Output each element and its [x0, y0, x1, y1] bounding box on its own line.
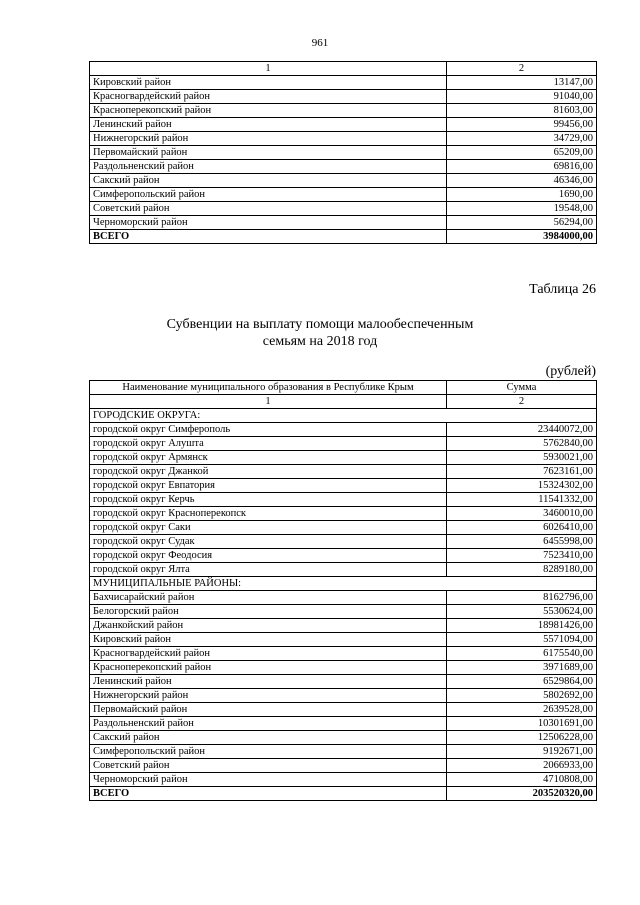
- section-heading-district: МУНИЦИПАЛЬНЫЕ РАЙОНЫ:: [90, 577, 597, 591]
- table-row: [90, 90, 597, 104]
- row-value: 1690,00: [447, 188, 597, 202]
- row-name: Советский район: [90, 759, 447, 773]
- row-value: 203520320,00: [447, 787, 597, 801]
- row-name: Первомайский район: [90, 703, 447, 717]
- row-value: 6529864,00: [447, 675, 597, 689]
- row-value: 3984000,00: [447, 230, 597, 244]
- table-row: [90, 605, 597, 619]
- table-row: [90, 465, 597, 479]
- row-value: 13147,00: [447, 76, 597, 90]
- row-value: 69816,00: [447, 160, 597, 174]
- row-name: Нижнегорский район: [90, 689, 447, 703]
- table-row: [90, 521, 597, 535]
- row-value: 11541332,00: [447, 493, 597, 507]
- table-row: [90, 759, 597, 773]
- table-title-line: семьям на 2018 год: [262, 334, 378, 349]
- row-name: Симферопольский район: [90, 188, 447, 202]
- row-name: городской округ Джанкой: [90, 465, 447, 479]
- table-label: Таблица 26: [529, 282, 596, 297]
- table-row: [90, 76, 597, 90]
- table-row: [90, 689, 597, 703]
- table-row: [90, 549, 597, 563]
- table-title-line: Субвенции на выплату помощи малообеспеченным: [166, 317, 474, 332]
- row-value: 5571094,00: [447, 633, 597, 647]
- row-name: Кировский район: [90, 76, 447, 90]
- row-name: Первомайский район: [90, 146, 447, 160]
- row-name: Красноперекопский район: [90, 661, 447, 675]
- column-number: 1: [90, 395, 447, 409]
- row-name: Раздольненский район: [90, 160, 447, 174]
- row-name: Сакский район: [90, 174, 447, 188]
- row-value: 7623161,00: [447, 465, 597, 479]
- table-row: [90, 675, 597, 689]
- table-row: [90, 507, 597, 521]
- table-row: [90, 647, 597, 661]
- row-name: городской округ Ялта: [90, 563, 447, 577]
- row-name: Красногвардейский район: [90, 647, 447, 661]
- row-value: 5930021,00: [447, 451, 597, 465]
- row-value: 8289180,00: [447, 563, 597, 577]
- section-heading-city: ГОРОДСКИЕ ОКРУГА:: [90, 409, 597, 423]
- table-row: [90, 591, 597, 605]
- table-row: [90, 216, 597, 230]
- row-value: 23440072,00: [447, 423, 597, 437]
- column-number: 2: [447, 395, 597, 409]
- row-value: 91040,00: [447, 90, 597, 104]
- row-value: 2639528,00: [447, 703, 597, 717]
- row-value: 3971689,00: [447, 661, 597, 675]
- row-value: 5802692,00: [447, 689, 597, 703]
- table-title: [0, 316, 640, 350]
- row-value: 34729,00: [447, 132, 597, 146]
- table-row: [90, 717, 597, 731]
- row-value: 4710808,00: [447, 773, 597, 787]
- table-row: [90, 731, 597, 745]
- table-row: [90, 160, 597, 174]
- row-value: 3460010,00: [447, 507, 597, 521]
- table-row: [90, 146, 597, 160]
- row-value: 6455998,00: [447, 535, 597, 549]
- table-row: [90, 202, 597, 216]
- row-value: 6026410,00: [447, 521, 597, 535]
- row-value: 46346,00: [447, 174, 597, 188]
- row-value: 65209,00: [447, 146, 597, 160]
- header-row: [90, 381, 597, 395]
- table-row: [90, 773, 597, 787]
- row-value: 15324302,00: [447, 479, 597, 493]
- row-name: городской округ Армянск: [90, 451, 447, 465]
- row-name: Советский район: [90, 202, 447, 216]
- unit-label: (рублей): [545, 364, 596, 379]
- row-name: Красноперекопский район: [90, 104, 447, 118]
- row-name: городской округ Керчь: [90, 493, 447, 507]
- table-row: [90, 188, 597, 202]
- row-value: 18981426,00: [447, 619, 597, 633]
- row-name: ВСЕГО: [90, 230, 447, 244]
- row-value: 9192671,00: [447, 745, 597, 759]
- row-value: 10301691,00: [447, 717, 597, 731]
- column-number: 1: [90, 62, 447, 76]
- table-row: [90, 174, 597, 188]
- table-row: [90, 104, 597, 118]
- section-row: [90, 577, 597, 591]
- table-continuation: [89, 61, 597, 244]
- column-header-name: Наименование муниципального образования в Республике Крым: [90, 381, 447, 395]
- table-row: [90, 745, 597, 759]
- table-row: [90, 563, 597, 577]
- table-row: [90, 619, 597, 633]
- page-number: 961: [311, 37, 329, 49]
- row-name: городской округ Алушта: [90, 437, 447, 451]
- row-value: 5530624,00: [447, 605, 597, 619]
- row-name: Кировский район: [90, 633, 447, 647]
- table-row: [90, 118, 597, 132]
- row-value: 8162796,00: [447, 591, 597, 605]
- table-row: [90, 451, 597, 465]
- table-row: [90, 633, 597, 647]
- row-value: 81603,00: [447, 104, 597, 118]
- row-name: Нижнегорский район: [90, 132, 447, 146]
- row-name: Бахчисарайский район: [90, 591, 447, 605]
- row-name: Ленинский район: [90, 675, 447, 689]
- table-row: [90, 661, 597, 675]
- column-header-sum: Сумма: [447, 381, 597, 395]
- row-name: городской округ Евпатория: [90, 479, 447, 493]
- row-value: 6175540,00: [447, 647, 597, 661]
- column-number: 2: [447, 62, 597, 76]
- row-name: Симферопольский район: [90, 745, 447, 759]
- row-value: 99456,00: [447, 118, 597, 132]
- column-number-row: [90, 395, 597, 409]
- table-row: [90, 230, 597, 244]
- table-row: [90, 787, 597, 801]
- row-value: 5762840,00: [447, 437, 597, 451]
- row-value: 12506228,00: [447, 731, 597, 745]
- row-value: 7523410,00: [447, 549, 597, 563]
- row-name: Раздольненский район: [90, 717, 447, 731]
- row-name: городской округ Симферополь: [90, 423, 447, 437]
- row-name: Белогорский район: [90, 605, 447, 619]
- row-name: городской округ Феодосия: [90, 549, 447, 563]
- column-number-row: [90, 62, 597, 76]
- row-name: городской округ Красноперекопск: [90, 507, 447, 521]
- row-name: городской округ Судак: [90, 535, 447, 549]
- row-name: Джанкойский район: [90, 619, 447, 633]
- row-value: 2066933,00: [447, 759, 597, 773]
- section-row: [90, 409, 597, 423]
- row-name: Черноморский район: [90, 773, 447, 787]
- row-value: 19548,00: [447, 202, 597, 216]
- row-name: городской округ Саки: [90, 521, 447, 535]
- row-name: Красногвардейский район: [90, 90, 447, 104]
- row-value: 56294,00: [447, 216, 597, 230]
- subvention-table: [89, 380, 597, 801]
- table-row: [90, 437, 597, 451]
- row-name: Сакский район: [90, 731, 447, 745]
- row-name: Ленинский район: [90, 118, 447, 132]
- row-name: Черноморский район: [90, 216, 447, 230]
- table-row: [90, 535, 597, 549]
- table-row: [90, 132, 597, 146]
- table-row: [90, 493, 597, 507]
- table-row: [90, 423, 597, 437]
- row-name: ВСЕГО: [90, 787, 447, 801]
- table-row: [90, 479, 597, 493]
- table-row: [90, 703, 597, 717]
